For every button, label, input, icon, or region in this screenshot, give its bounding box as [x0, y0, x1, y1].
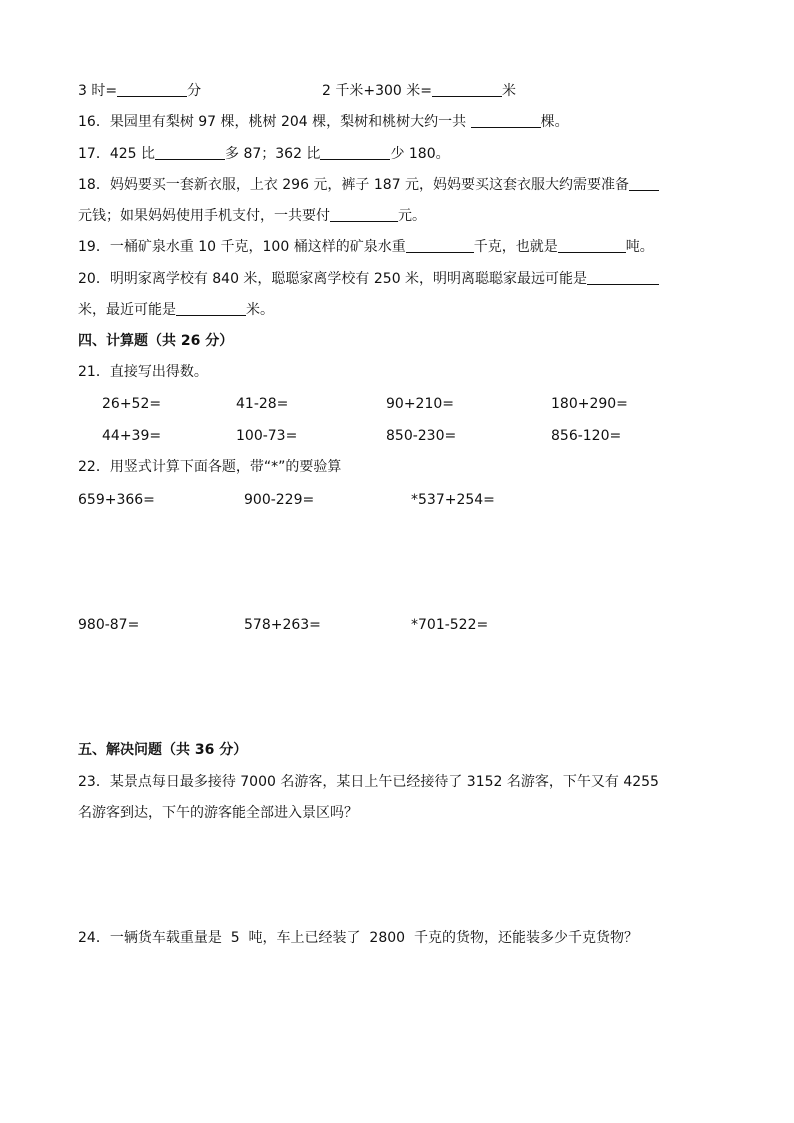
q16-blank[interactable] — [471, 113, 541, 128]
question-20-line-1 — [78, 269, 659, 289]
q22-row1-item: 659+366= — [78, 492, 155, 508]
q20-blank-2[interactable] — [176, 301, 246, 316]
question-19 — [78, 237, 654, 257]
question-18-line-2 — [78, 206, 426, 226]
q16-unit: 棵。 — [540, 114, 569, 130]
section-5-heading: 五、解决问题（共 36 分） — [78, 742, 248, 758]
q15-part-a — [78, 81, 201, 101]
q20-blank-1[interactable] — [587, 270, 659, 285]
q15-b-blank[interactable] — [432, 82, 502, 97]
q15-a-text: 3 时= — [78, 83, 118, 99]
q18-unit: 元。 — [398, 208, 426, 224]
q21-row1-item: 41-28= — [236, 396, 289, 412]
q21-row1-item: 90+210= — [386, 396, 454, 412]
q16-text: 16．果园里有梨树 97 棵，桃树 204 棵，梨树和桃树大约一共 — [78, 114, 471, 130]
q18-text-2: 元钱；如果妈妈使用手机支付，一共要付 — [78, 208, 330, 224]
q21-row2-item: 44+39= — [102, 428, 162, 444]
q18-blank-2[interactable] — [330, 207, 398, 222]
q24-text: 24．一辆货车载重量是 5 吨，车上已经装了 2800 千克的货物，还能装多少千克货物？ — [78, 930, 638, 946]
q19-blank-2[interactable] — [558, 238, 626, 253]
q15-a-unit: 分 — [187, 83, 202, 99]
q19-text-1: 19．一桶矿泉水重 10 千克，100 桶这样的矿泉水重 — [78, 239, 406, 255]
question-16 — [78, 112, 569, 132]
q15-b-text: 2 千米+300 米= — [322, 83, 432, 99]
question-18-line-1 — [78, 175, 659, 195]
q22-row2-item: *701-522= — [411, 617, 489, 633]
q20-text-2: 米，最近可能是 — [78, 302, 176, 318]
q17-blank-1[interactable] — [155, 145, 225, 160]
q19-text-3: 吨。 — [625, 239, 654, 255]
section-4-heading: 四、计算题（共 26 分） — [78, 333, 234, 349]
q18-blank-1[interactable] — [629, 176, 659, 191]
q15-a-blank[interactable] — [117, 82, 187, 97]
q19-blank-1[interactable] — [406, 238, 474, 253]
q20-unit: 米。 — [246, 302, 274, 318]
q17-blank-2[interactable] — [320, 145, 390, 160]
q22-row2-item: 980-87= — [78, 617, 140, 633]
q22-row1-item: 900-229= — [244, 492, 315, 508]
q21-row1-item: 26+52= — [102, 396, 162, 412]
q18-text-1: 18．妈妈要买一套新衣服，上衣 296 元，裤子 187 元，妈妈要买这套衣服大约需要准备 — [78, 177, 630, 193]
q17-text-2: 多 87；362 比 — [225, 146, 321, 162]
question-17 — [78, 144, 450, 164]
q17-text-1: 17．425 比 — [78, 146, 155, 162]
q22-row1-item: *537+254= — [411, 492, 495, 508]
q21-title: 21．直接写出得数。 — [78, 364, 208, 380]
q23-line-1: 23．某景点每日最多接待 7000 名游客，某日上午已经接待了 3152 名游客，下午又有 4255 — [78, 774, 659, 790]
q21-row2-item: 850-230= — [386, 428, 457, 444]
q21-row2-item: 100-73= — [236, 428, 298, 444]
question-20-line-2 — [78, 300, 274, 320]
q19-text-2: 千克，也就是 — [473, 239, 558, 255]
q22-title: 22．用竖式计算下面各题，带“*”的要验算 — [78, 459, 342, 475]
q15-b-unit: 米 — [502, 83, 516, 99]
q20-text-1: 20．明明家离学校有 840 米，聪聪家离学校有 250 米，明明离聪聪家最远可能是 — [78, 271, 588, 287]
q15-part-b — [322, 81, 516, 101]
q23-line-2: 名游客到达，下午的游客能全部进入景区吗？ — [78, 805, 358, 821]
q21-row2-item: 856-120= — [551, 428, 622, 444]
q22-row2-item: 578+263= — [244, 617, 321, 633]
q21-row1-item: 180+290= — [551, 396, 628, 412]
q17-text-3: 少 180。 — [390, 146, 450, 162]
